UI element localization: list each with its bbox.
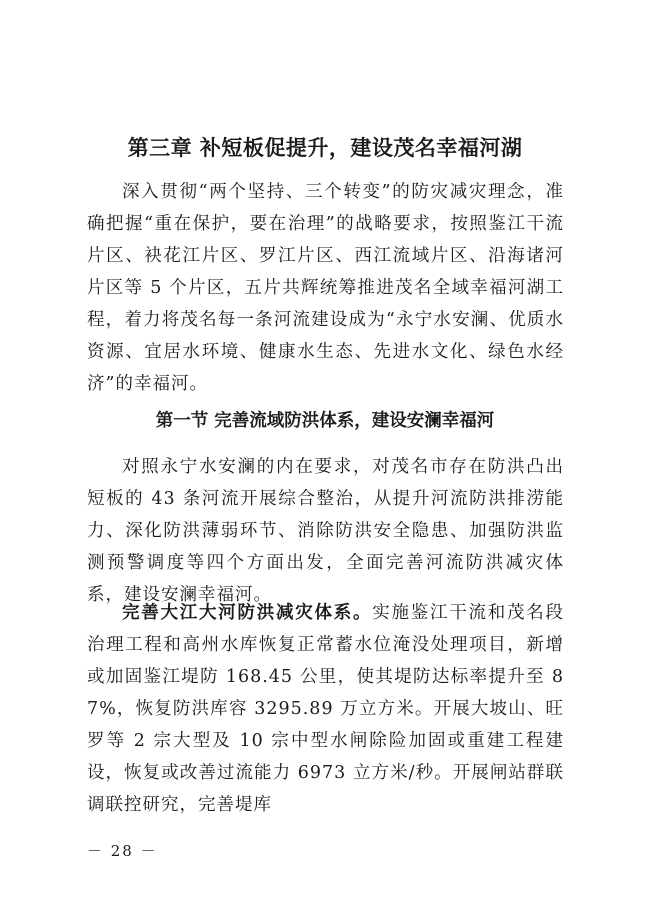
page-number: － 28 － xyxy=(87,842,158,860)
section-intro-paragraph: 对照永宁水安澜的内在要求，对茂名市存在防洪凸出短板的 43 条河流开展综合整治，从提升河流防洪排涝能力、深化防洪薄弱环节、消除防洪安全隐患、加强防洪监测预警调度等四个方面出发，全面完善河流防洪减灾体系，建设安澜幸福河。 xyxy=(87,457,564,605)
section-title: 第一节 完善流域防洪体系，建设安澜幸福河 xyxy=(155,411,495,431)
chapter-title: 第三章 补短板促提升，建设茂名幸福河湖 xyxy=(127,136,523,160)
flood-control-paragraph xyxy=(87,597,564,821)
flood-control-body: 实施鉴江干流和茂名段治理工程和高州水库恢复正常蓄水位淹没处理项目，新增或加固鉴江堤防 168.45 公里，使其堤防达标率提升至 87%，恢复防洪库容 3295.89 万立方米。开展大坡山、旺罗等 2 宗大型及 10 宗中型水闸除险加固或重建工程建设，恢复或改善过流能力 6973 立方米/秒。开展闸站群联调联控研究，完善堤库 xyxy=(87,603,564,815)
flood-control-lead: 完善大江大河防洪减灾体系。 xyxy=(122,603,373,623)
chapter-intro-paragraph: 深入贯彻“两个坚持、三个转变”的防灾减灾理念，准确把握“重在保护，要在治理”的战略要求，按照鉴江干流片区、袂花江片区、罗江片区、西江流域片区、沿海诸河片区等 5 个片区，五片共辉统筹推进茂名全域幸福河湖工程，着力将茂名每一条河流建设成为“永宁水安澜、优质水资源、宜居水环境、健康水生态、先进水文化、绿色水经济”的幸福河。 xyxy=(87,182,564,394)
